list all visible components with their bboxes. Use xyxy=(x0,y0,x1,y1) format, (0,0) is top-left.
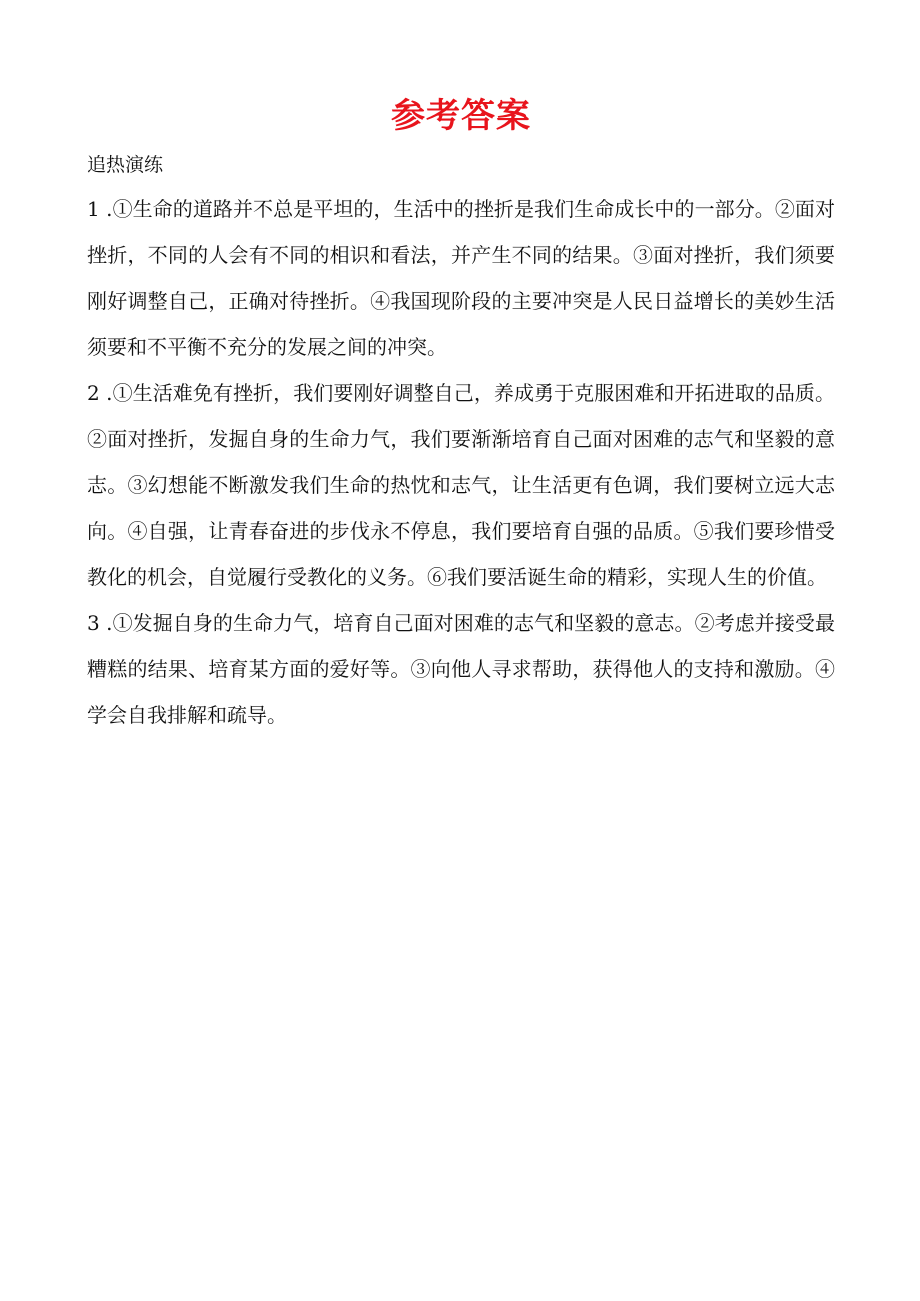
answer-2: 2 .①生活难免有挫折，我们要刚好调整自己，养成勇于克服困难和开拓进取的品质。②面对挫折，发掘自身的生命力气，我们要渐渐培育自己面对困难的志气和坚毅的意志。③幻想能不断激发我们生命的热忱和志气，让生活更有色调，我们要树立远大志向。④自强，让青春奋进的步伐永不停息，我们要培育自强的品质。⑤我们要珍惜受教化的机会，自觉履行受教化的义务。⑥我们要活诞生命的精彩，实现人生的价值。 xyxy=(87,381,835,589)
page-title: 参考答案 xyxy=(391,96,531,136)
section-label: 追热演练 xyxy=(87,154,164,176)
answer-3: 3 .①发掘自身的生命力气，培育自己面对困难的志气和坚毅的意志。②考虑并接受最糟糕的结果、培育某方面的爱好等。③向他人寻求帮助，获得他人的支持和激励。④学会自我排解和疏导。 xyxy=(87,611,835,727)
answer-1: 1 .①生命的道路并不总是平坦的，生活中的挫折是我们生命成长中的一部分。②面对挫折，不同的人会有不同的相识和看法，并产生不同的结果。③面对挫折，我们须要刚好调整自己，正确对待挫折。④我国现阶段的主要冲突是人民日益增长的美妙生活须要和不平衡不充分的发展之间的冲突。 xyxy=(87,197,835,359)
document-page xyxy=(87,88,835,738)
